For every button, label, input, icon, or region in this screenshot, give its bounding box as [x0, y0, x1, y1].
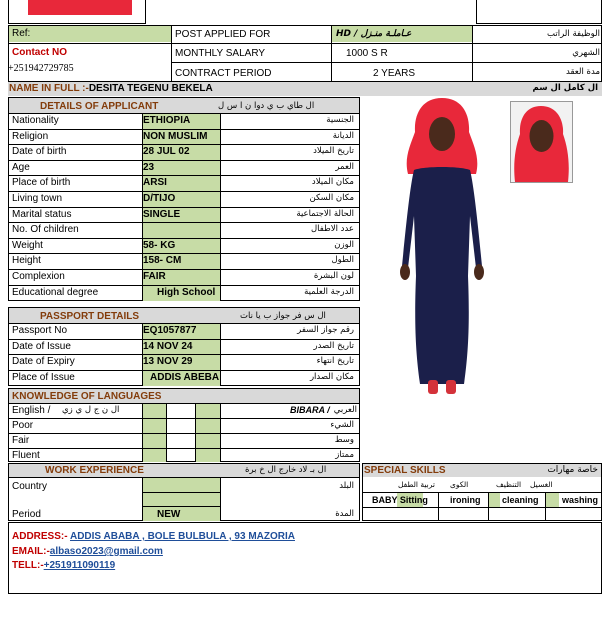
work-country-ar: البلد — [339, 481, 354, 491]
applicant-ar: الدرجة العلمية — [304, 286, 354, 297]
work-period-value: NEW — [157, 509, 181, 520]
work-country-label: Country — [12, 481, 48, 492]
skill-ar: الكوى — [450, 480, 469, 489]
contract-label: CONTRACT PERIOD — [175, 68, 272, 79]
english-ar: ال ن ج ل ي زي — [62, 405, 120, 415]
applicant-value: 58- KG — [143, 239, 176, 251]
applicant-label: Weight — [12, 239, 43, 251]
applicant-label: Complexion — [12, 271, 65, 282]
applicant-label: No. Of children — [12, 224, 79, 236]
work-row-3 — [142, 506, 220, 507]
passport-value: EQ1057877 — [143, 325, 197, 336]
tell-link[interactable]: +251911090119 — [43, 560, 116, 571]
passport-title-ar: ال س فر جواز ب يا نات — [240, 311, 326, 321]
post-value: HD / عـاملـة منـزل — [336, 29, 412, 39]
contract-ar: مدة العقد — [566, 67, 600, 77]
skills-title-ar: خاصة مهارات — [547, 465, 598, 475]
skills-title: SPECIAL SKILLS — [364, 465, 446, 476]
passport-label: Place of Issue — [12, 371, 75, 383]
languages-title: KNOWLEDGE OF LANGUAGES — [12, 391, 162, 402]
applicant-label: Educational degree — [12, 286, 99, 298]
applicant-label: Age — [12, 161, 30, 173]
skill-label: ironing — [450, 495, 481, 505]
skill-ar: الغسيل — [530, 480, 553, 489]
email-line — [12, 545, 163, 558]
applicant-label: Height — [12, 255, 41, 267]
skill-cell-3 — [545, 493, 559, 507]
applicant-value: 158- CM — [143, 255, 182, 267]
lang-level-label: Fair — [12, 435, 30, 446]
address-label: ADDRESS:- — [12, 531, 68, 542]
lang-row-2 — [8, 418, 360, 419]
applicant-ar: مكان السكن — [309, 193, 354, 203]
applicant-value: ARSI — [143, 177, 167, 189]
passport-ar: تاريخ الصدر — [313, 340, 354, 351]
salary-value: 1000 S R — [346, 48, 388, 59]
header-col-divider-3 — [472, 25, 473, 82]
header-col-divider-2 — [331, 25, 332, 82]
work-col-1 — [142, 477, 143, 521]
work-row-1 — [8, 477, 360, 478]
header-table — [8, 25, 602, 82]
passport-title: PASSPORT DETAILS — [40, 311, 140, 322]
ref-label: Ref: — [12, 28, 31, 39]
arabic-ar: العربي — [333, 405, 357, 415]
applicant-row-line — [8, 253, 360, 254]
lang-row-3 — [8, 433, 360, 434]
applicant-value: 23 — [143, 161, 155, 173]
lang-level-ar: وسط — [334, 435, 354, 445]
passport-label: Date of Expiry — [12, 356, 75, 368]
top-box-right — [476, 0, 602, 24]
skills-col-2 — [488, 492, 489, 521]
applicant-ar: عدد الاطفال — [310, 224, 354, 235]
skill-label: cleaning — [502, 495, 539, 505]
header-row-divider-2 — [171, 62, 602, 63]
applicant-value: SINGLE — [143, 208, 181, 220]
work-period-cell — [142, 506, 220, 521]
contact-label: Contact NO — [12, 47, 67, 58]
applicant-value: 28 JUL 02 — [143, 146, 190, 158]
lang-level-ar: ممتاز — [335, 450, 354, 460]
address-link[interactable]: ADDIS ABABA , BOLE BULBULA , 93 MAZORIA — [69, 531, 295, 542]
left-hand — [400, 264, 410, 280]
applicant-value: High School — [157, 286, 216, 298]
face-shape — [429, 117, 455, 151]
lang-level-label: Fluent — [12, 450, 40, 461]
applicant-ar: الجنسية — [326, 115, 354, 125]
name-label-text: NAME IN FULL :- — [9, 83, 89, 94]
lang-level-ar: الشيء — [330, 420, 354, 430]
applicant-label: Marital status — [12, 208, 72, 220]
applicant-value: NON MUSLIM — [143, 130, 208, 142]
name-label — [9, 82, 213, 95]
applicant-title-ar: ال طاي ب ي دوا ن ا س ل — [218, 101, 315, 111]
skills-col-1 — [438, 492, 439, 521]
english-label: English / — [12, 405, 51, 416]
left-foot — [428, 380, 438, 394]
skill-cell-2 — [488, 493, 500, 507]
work-mid-cell — [142, 492, 220, 506]
applicant-ar: تاريخ الميلاد — [313, 146, 354, 157]
skill-label: washing — [562, 495, 599, 505]
tell-line — [12, 559, 115, 572]
post-ar: الوظيفة الراتب — [547, 29, 600, 39]
passport-value: ADDIS ABEBA — [150, 371, 220, 383]
skills-row-1 — [362, 492, 602, 493]
full-name: DESITA TEGENU BEKELA — [88, 83, 213, 94]
post-label: POST APPLIED FOR — [175, 29, 271, 40]
work-row-2 — [142, 492, 220, 493]
lang-row-4 — [8, 448, 360, 449]
passport-label: Date of Issue — [12, 340, 71, 352]
work-col-2 — [220, 477, 221, 521]
applicant-label: Nationality — [12, 115, 59, 126]
email-label: EMAIL:- — [12, 546, 50, 557]
passport-ar: مكان الصدار — [309, 371, 354, 382]
skills-col-3 — [545, 492, 546, 521]
skills-row-2 — [362, 507, 602, 508]
top-photo-fragment — [28, 0, 132, 15]
skill-ar: التنظيف — [496, 480, 522, 489]
passport-ar: رقم جواز السفر — [297, 325, 354, 335]
applicant-title: DETAILS OF APPLICANT — [40, 101, 159, 112]
applicant-ar: الحالة الاجتماعية — [296, 208, 354, 219]
salary-ar: الشهري — [572, 48, 600, 58]
name-ar: ال كامل ال سم — [532, 83, 598, 93]
work-period-label: Period — [12, 509, 41, 520]
applicant-ar: مكان الميلاد — [311, 177, 354, 188]
contract-value: 2 YEARS — [373, 68, 416, 79]
applicant-value: FAIR — [143, 271, 166, 282]
applicant-label: Place of birth — [12, 177, 71, 189]
passport-label: Passport No — [12, 325, 68, 336]
passport-value: 14 NOV 24 — [143, 340, 193, 352]
arabic-label: BIBARA / — [290, 405, 330, 415]
full-body-photo — [380, 96, 504, 398]
tell-label: TELL:- — [12, 560, 44, 571]
header-col-divider-1 — [171, 25, 172, 82]
applicant-ar: الطول — [331, 255, 354, 266]
work-country-cell — [142, 477, 220, 492]
work-period-ar: المدة — [335, 509, 354, 519]
applicant-label: Living town — [12, 193, 63, 204]
dress-shape — [402, 167, 482, 384]
passport-ar: تاريخ انتهاء — [316, 356, 354, 367]
header-row-divider-1 — [8, 43, 602, 44]
applicant-ar: الديانة — [332, 130, 354, 141]
salary-label: MONTHLY SALARY — [175, 48, 266, 59]
address-line — [12, 530, 295, 543]
applicant-row-line — [8, 238, 360, 239]
phone-number: +251942729785 — [8, 63, 74, 74]
right-foot — [446, 380, 456, 394]
skill-label: BABY Sitting — [372, 495, 428, 505]
applicant-row-line — [8, 160, 360, 161]
skill-ar: تربية الطفل — [398, 480, 435, 489]
passport-value: 13 NOV 29 — [143, 356, 193, 368]
email-link[interactable]: albaso2023@gmail.com — [49, 546, 163, 557]
applicant-ar: الوزن — [334, 239, 354, 250]
applicant-ar: العمر — [335, 161, 354, 172]
applicant-label: Date of birth — [12, 146, 67, 158]
right-hand — [474, 264, 484, 280]
applicant-value: ETHIOPIA — [143, 115, 191, 126]
work-title: WORK EXPERIENCE — [45, 465, 144, 476]
applicant-ar: لون البشرة — [313, 271, 354, 281]
applicant-label: Religion — [12, 130, 49, 142]
headshot-photo — [511, 102, 572, 182]
applicant-value: D/TIJO — [143, 193, 176, 204]
headshot-face — [530, 120, 554, 152]
work-title-ar: ال بـ لاد خارج ال خ برة — [245, 465, 327, 475]
lang-level-label: Poor — [12, 420, 34, 431]
